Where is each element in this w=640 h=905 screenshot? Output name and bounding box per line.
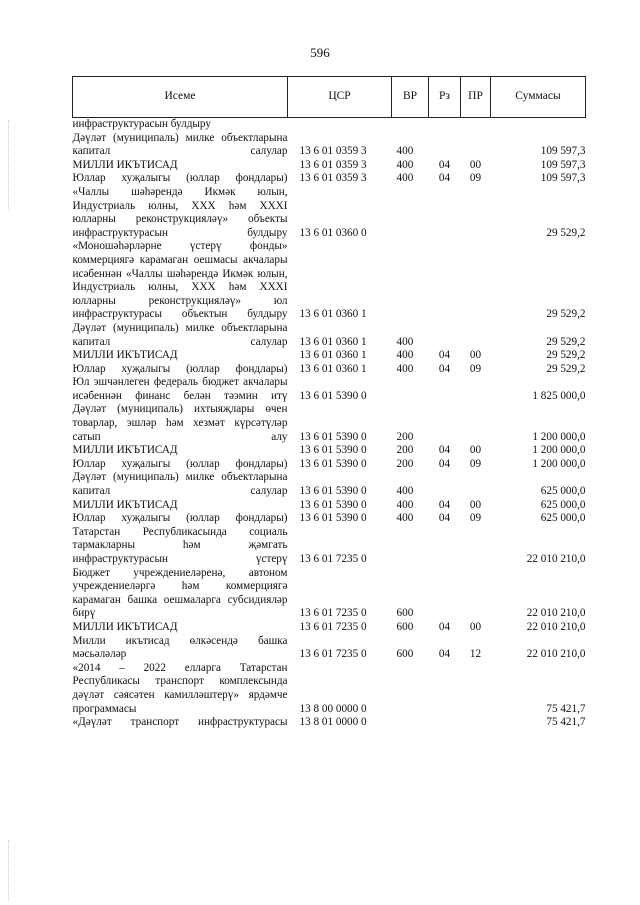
row-csr-cell xyxy=(288,118,392,132)
row-sum-cell: 109 597,3 xyxy=(540,145,586,158)
row-rz-cell: 04 xyxy=(438,362,451,375)
row-csr-cell: 13 6 01 0360 1 xyxy=(299,308,367,321)
table-row xyxy=(73,716,586,730)
table-row xyxy=(73,363,586,377)
row-sum-cell: 29 529,2 xyxy=(546,362,586,375)
row-name-cell: Дәүләт (муниципаль) милке объектларына капитал салулар xyxy=(72,131,288,158)
row-csr-cell: 13 6 01 5390 0 xyxy=(299,444,367,457)
row-sum-cell: 22 010 210,0 xyxy=(526,553,586,565)
row-rz-cell: 04 xyxy=(438,457,451,470)
row-name-cell: Милли икътисад өлкәсендә башка мәсьәләләр xyxy=(72,634,288,661)
row-csr-cell: 13 6 01 5390 0 xyxy=(299,485,367,498)
row-vr-cell: 400 xyxy=(396,349,414,362)
row-pr-cell xyxy=(461,662,491,716)
row-rz-cell: 04 xyxy=(438,172,451,185)
row-pr-cell: 09 xyxy=(469,172,482,185)
row-rz-cell: 04 xyxy=(438,158,451,171)
row-vr-cell: 400 xyxy=(396,512,414,525)
header-csr: ЦСР xyxy=(288,77,392,118)
row-vr-cell: 400 xyxy=(396,145,414,158)
row-vr-cell xyxy=(392,240,429,322)
row-name-cell: МИЛЛИ ИКЪТИСАД xyxy=(72,620,178,633)
table-row xyxy=(73,444,586,458)
header-vr: ВР xyxy=(392,77,429,118)
row-name-cell: Юллар хуҗалыгы (юллар фондлары) xyxy=(72,362,288,375)
row-name-cell: МИЛЛИ ИКЪТИСАД xyxy=(72,349,178,362)
row-vr-cell: 600 xyxy=(396,648,414,661)
row-sum-cell: 29 529,2 xyxy=(546,335,586,348)
table-row xyxy=(73,240,586,322)
row-sum-cell: 1 200 000,0 xyxy=(532,457,586,470)
table-row xyxy=(73,471,586,498)
row-pr-cell: 00 xyxy=(469,444,482,457)
row-sum-cell: 22 010 210,0 xyxy=(526,620,586,633)
row-sum-cell: 109 597,3 xyxy=(540,172,586,185)
row-sum-cell: 625 000,0 xyxy=(540,485,586,498)
row-rz-cell xyxy=(429,471,461,498)
margin-dots-decoration xyxy=(8,840,10,900)
table-row xyxy=(73,132,586,159)
row-pr-cell xyxy=(461,132,491,159)
row-rz-cell xyxy=(429,186,461,240)
row-name-cell: инфраструктурасын булдыру xyxy=(72,118,211,130)
table-row xyxy=(73,159,586,173)
row-rz-cell: 04 xyxy=(438,512,451,525)
row-csr-cell: 13 6 01 5390 0 xyxy=(299,512,367,525)
row-name-cell: Дәүләт (муниципаль) ихтыяҗлары өчен товарлар, эшләр һәм хезмәт күрсәтүләр сатып алу xyxy=(72,403,288,443)
row-name-cell: Татарстан Республикасында социаль тармакларны һәм җәмгать инфраструктурасын үстерү xyxy=(72,525,288,565)
row-sum-cell: 75 421,7 xyxy=(546,702,586,715)
row-pr-cell xyxy=(461,471,491,498)
row-rz-cell: 04 xyxy=(438,349,451,362)
row-rz-cell xyxy=(429,526,461,567)
row-csr-cell: 13 6 01 7235 0 xyxy=(299,620,367,633)
row-name-cell: Дәүләт (муниципаль) милке объектларына капитал салулар xyxy=(72,471,288,498)
row-pr-cell xyxy=(461,322,491,349)
table-row xyxy=(73,376,586,403)
row-csr-cell: 13 6 01 0360 0 xyxy=(299,226,367,239)
row-csr-cell: 13 6 01 0359 3 xyxy=(299,172,367,185)
row-vr-cell: 200 xyxy=(396,457,414,470)
row-sum-cell: 1 200 000,0 xyxy=(532,430,586,443)
row-pr-cell: 09 xyxy=(469,457,482,470)
budget-table xyxy=(72,76,586,730)
row-csr-cell: 13 6 01 7235 0 xyxy=(299,607,367,620)
row-csr-cell: 13 6 01 0360 1 xyxy=(299,349,367,362)
row-pr-cell xyxy=(461,526,491,567)
row-sum-cell: 75 421,7 xyxy=(546,716,586,729)
row-name-cell: «Моношәһәрләрне үстерү фонды» коммерциягә карамаган оешмасы акчалары исәбеннән «Чаллы шәһәрендә Икмәк юлын, Индустриаль юлны, XXX һәм XXXI юлларны реконструкцияләү» юл инфраструктурасы объектын булдыру xyxy=(72,240,288,321)
row-name-cell: Бюджет учреждениеләренә, автоном учреждениеләргә һәм коммерциягә карамаган башка оешмаларга субсидияләр бирү xyxy=(72,566,288,620)
row-pr-cell: 00 xyxy=(469,349,482,362)
table-body xyxy=(73,118,586,730)
table-row xyxy=(73,512,586,526)
row-rz-cell xyxy=(429,567,461,621)
page-number: 596 xyxy=(310,45,330,60)
table-row xyxy=(73,458,586,472)
row-rz-cell xyxy=(429,716,461,730)
table-row xyxy=(73,322,586,349)
row-vr-cell xyxy=(392,186,429,240)
row-pr-cell xyxy=(461,376,491,403)
row-vr-cell: 600 xyxy=(396,620,414,633)
row-pr-cell xyxy=(461,240,491,322)
row-sum-cell: 1 825 000,0 xyxy=(532,389,586,402)
row-vr-cell xyxy=(392,662,429,716)
row-csr-cell: 13 6 01 5390 0 xyxy=(299,457,367,470)
table-row xyxy=(73,526,586,567)
table-row xyxy=(73,662,586,716)
table-row xyxy=(73,567,586,621)
row-sum-cell: 22 010 210,0 xyxy=(526,648,586,661)
row-sum-cell xyxy=(491,118,586,132)
row-name-cell: Юл эшчәнлеген федераль бюджет акчалары исәбеннән финанс белән тәэмин итү xyxy=(72,376,288,402)
row-vr-cell xyxy=(392,376,429,403)
row-name-cell: Дәүләт (муниципаль) милке объектларына капитал салулар xyxy=(72,321,288,348)
row-pr-cell xyxy=(461,403,491,444)
row-pr-cell xyxy=(461,716,491,730)
row-vr-cell: 400 xyxy=(396,498,414,511)
table-row xyxy=(73,621,586,635)
row-csr-cell: 13 6 01 7235 0 xyxy=(299,553,367,565)
row-rz-cell: 04 xyxy=(438,620,451,633)
row-name-cell: «2014 – 2022 елларга Татарстан Республикасы транспорт комплексында дәүләт сәясәтен камилләштерү» ярдәмче программасы xyxy=(72,661,288,715)
row-pr-cell xyxy=(461,186,491,240)
row-vr-cell: 200 xyxy=(396,444,414,457)
table-row xyxy=(73,349,586,363)
table-row xyxy=(73,499,586,513)
row-csr-cell: 13 6 01 5390 0 xyxy=(299,430,367,443)
row-csr-cell: 13 6 01 5390 0 xyxy=(299,389,367,402)
row-csr-cell: 13 6 01 0359 3 xyxy=(299,145,367,158)
row-csr-cell: 13 6 01 0359 3 xyxy=(299,158,367,171)
row-pr-cell: 00 xyxy=(469,498,482,511)
row-csr-cell: 13 8 00 0000 0 xyxy=(299,702,367,715)
row-rz-cell xyxy=(429,132,461,159)
row-pr-cell: 00 xyxy=(469,158,482,171)
row-csr-cell: 13 6 01 7235 0 xyxy=(299,648,367,661)
table-row xyxy=(73,635,586,662)
row-sum-cell: 22 010 210,0 xyxy=(526,607,586,620)
row-vr-cell: 600 xyxy=(396,607,414,620)
row-sum-cell: 109 597,3 xyxy=(540,158,586,171)
header-name: Исеме xyxy=(73,77,288,118)
header-rz: Рз xyxy=(429,77,461,118)
row-rz-cell xyxy=(429,403,461,444)
row-rz-cell: 04 xyxy=(438,444,451,457)
row-sum-cell: 1 200 000,0 xyxy=(532,444,586,457)
row-rz-cell xyxy=(429,118,461,132)
header-pr: ПР xyxy=(461,77,491,118)
row-sum-cell: 29 529,2 xyxy=(546,308,586,321)
table-row xyxy=(73,186,586,240)
row-pr-cell: 12 xyxy=(469,648,482,661)
row-csr-cell: 13 6 01 5390 0 xyxy=(299,498,367,511)
table-row xyxy=(73,118,586,132)
row-rz-cell xyxy=(429,376,461,403)
row-rz-cell xyxy=(429,662,461,716)
row-name-cell: МИЛЛИ ИКЪТИСАД xyxy=(72,158,178,171)
row-vr-cell: 400 xyxy=(396,158,414,171)
row-name-cell: Юллар хуҗалыгы (юллар фондлары) xyxy=(72,172,288,185)
row-rz-cell: 04 xyxy=(438,498,451,511)
row-vr-cell: 400 xyxy=(396,335,414,348)
table-row xyxy=(73,172,586,186)
row-vr-cell: 400 xyxy=(396,172,414,185)
row-pr-cell xyxy=(461,118,491,132)
row-sum-cell: 29 529,2 xyxy=(546,226,586,239)
row-csr-cell: 13 6 01 0360 1 xyxy=(299,362,367,375)
row-vr-cell: 200 xyxy=(396,430,414,443)
row-rz-cell: 04 xyxy=(438,648,451,661)
row-vr-cell xyxy=(392,118,429,132)
row-pr-cell: 09 xyxy=(469,512,482,525)
row-vr-cell xyxy=(392,526,429,567)
row-pr-cell: 09 xyxy=(469,362,482,375)
row-rz-cell xyxy=(429,240,461,322)
header-sum: Суммасы xyxy=(491,77,586,118)
row-csr-cell: 13 8 01 0000 0 xyxy=(299,716,367,729)
row-csr-cell: 13 6 01 0360 1 xyxy=(299,335,367,348)
row-vr-cell: 400 xyxy=(396,485,414,498)
margin-dots-decoration xyxy=(8,120,10,210)
row-name-cell: «Дәүләт транспорт инфраструктурасы xyxy=(72,716,288,729)
table-header-row xyxy=(73,77,586,118)
row-vr-cell: 400 xyxy=(396,362,414,375)
row-vr-cell xyxy=(392,716,429,730)
row-name-cell: «Чаллы шәһәрендә Икмәк юлын, Индустриаль юлны, XXX һәм XXXI юлларны реконструкцияләү» объекты инфраструктурасын булдыру xyxy=(72,185,288,239)
table-row xyxy=(73,403,586,444)
row-sum-cell: 625 000,0 xyxy=(540,512,586,525)
row-rz-cell xyxy=(429,322,461,349)
row-pr-cell: 00 xyxy=(469,620,482,633)
row-name-cell: Юллар хуҗалыгы (юллар фондлары) xyxy=(72,457,288,470)
row-sum-cell: 625 000,0 xyxy=(540,498,586,511)
row-name-cell: МИЛЛИ ИКЪТИСАД xyxy=(72,498,178,511)
row-name-cell: МИЛЛИ ИКЪТИСАД xyxy=(72,444,178,457)
row-pr-cell xyxy=(461,567,491,621)
row-name-cell: Юллар хуҗалыгы (юллар фондлары) xyxy=(72,512,288,525)
row-sum-cell: 29 529,2 xyxy=(546,349,586,362)
